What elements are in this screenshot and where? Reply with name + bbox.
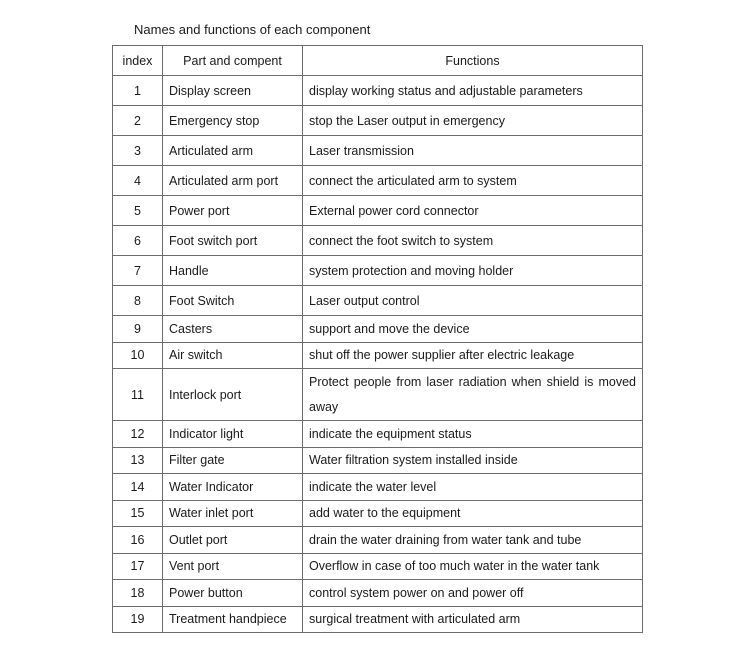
row-index: 1 xyxy=(113,76,163,106)
table-row xyxy=(113,606,643,633)
header-part: Part and compent xyxy=(163,46,303,76)
row-part: Indicator light xyxy=(163,421,303,448)
table-row xyxy=(113,342,643,369)
table-row xyxy=(113,316,643,343)
row-part: Air switch xyxy=(163,342,303,369)
row-part: Handle xyxy=(163,256,303,286)
row-index: 7 xyxy=(113,256,163,286)
row-function: support and move the device xyxy=(303,316,643,343)
row-index: 6 xyxy=(113,226,163,256)
row-part: Articulated arm port xyxy=(163,166,303,196)
table-row xyxy=(113,166,643,196)
row-index: 14 xyxy=(113,474,163,501)
row-part: Casters xyxy=(163,316,303,343)
row-function: system protection and moving holder xyxy=(303,256,643,286)
row-function: indicate the water level xyxy=(303,474,643,501)
row-function: shut off the power supplier after electric leakage xyxy=(303,342,643,369)
row-index: 2 xyxy=(113,106,163,136)
row-index: 4 xyxy=(113,166,163,196)
row-part: Display screen xyxy=(163,76,303,106)
row-part: Emergency stop xyxy=(163,106,303,136)
row-index: 17 xyxy=(113,553,163,580)
row-function: display working status and adjustable parameters xyxy=(303,76,643,106)
row-index: 3 xyxy=(113,136,163,166)
row-index: 19 xyxy=(113,606,163,633)
table-row xyxy=(113,136,643,166)
row-index: 10 xyxy=(113,342,163,369)
row-part: Foot Switch xyxy=(163,286,303,316)
row-index: 11 xyxy=(113,369,163,421)
page-title: Names and functions of each component xyxy=(134,22,371,37)
row-function: drain the water draining from water tank and tube xyxy=(303,527,643,554)
row-part: Water inlet port xyxy=(163,500,303,527)
row-function: indicate the equipment status xyxy=(303,421,643,448)
table-row xyxy=(113,286,643,316)
row-index: 16 xyxy=(113,527,163,554)
row-part: Interlock port xyxy=(163,369,303,421)
table-row xyxy=(113,226,643,256)
components-table xyxy=(112,45,643,633)
row-function: stop the Laser output in emergency xyxy=(303,106,643,136)
header-index: index xyxy=(113,46,163,76)
table-row xyxy=(113,76,643,106)
table-row xyxy=(113,447,643,474)
row-function: connect the foot switch to system xyxy=(303,226,643,256)
table-header-row xyxy=(113,46,643,76)
table-row xyxy=(113,196,643,226)
row-function: surgical treatment with articulated arm xyxy=(303,606,643,633)
row-part: Foot switch port xyxy=(163,226,303,256)
row-index: 15 xyxy=(113,500,163,527)
header-functions: Functions xyxy=(303,46,643,76)
row-function: Laser transmission xyxy=(303,136,643,166)
row-part: Power button xyxy=(163,580,303,607)
row-part: Treatment handpiece xyxy=(163,606,303,633)
table-row xyxy=(113,369,643,421)
table-row xyxy=(113,580,643,607)
row-part: Articulated arm xyxy=(163,136,303,166)
row-function: External power cord connector xyxy=(303,196,643,226)
row-index: 18 xyxy=(113,580,163,607)
row-function: Protect people from laser radiation when shield is moved away xyxy=(303,369,643,421)
table-row xyxy=(113,527,643,554)
row-function: control system power on and power off xyxy=(303,580,643,607)
row-function: Water filtration system installed inside xyxy=(303,447,643,474)
row-function: Overflow in case of too much water in the water tank xyxy=(303,553,643,580)
row-part: Filter gate xyxy=(163,447,303,474)
row-function: connect the articulated arm to system xyxy=(303,166,643,196)
table-row xyxy=(113,500,643,527)
row-part: Power port xyxy=(163,196,303,226)
table-row xyxy=(113,256,643,286)
row-index: 8 xyxy=(113,286,163,316)
row-index: 13 xyxy=(113,447,163,474)
row-function: Laser output control xyxy=(303,286,643,316)
table-row xyxy=(113,474,643,501)
row-part: Water Indicator xyxy=(163,474,303,501)
table-row xyxy=(113,553,643,580)
row-index: 5 xyxy=(113,196,163,226)
table-row xyxy=(113,421,643,448)
row-part: Outlet port xyxy=(163,527,303,554)
row-part: Vent port xyxy=(163,553,303,580)
row-index: 12 xyxy=(113,421,163,448)
row-function: add water to the equipment xyxy=(303,500,643,527)
table-row xyxy=(113,106,643,136)
row-index: 9 xyxy=(113,316,163,343)
